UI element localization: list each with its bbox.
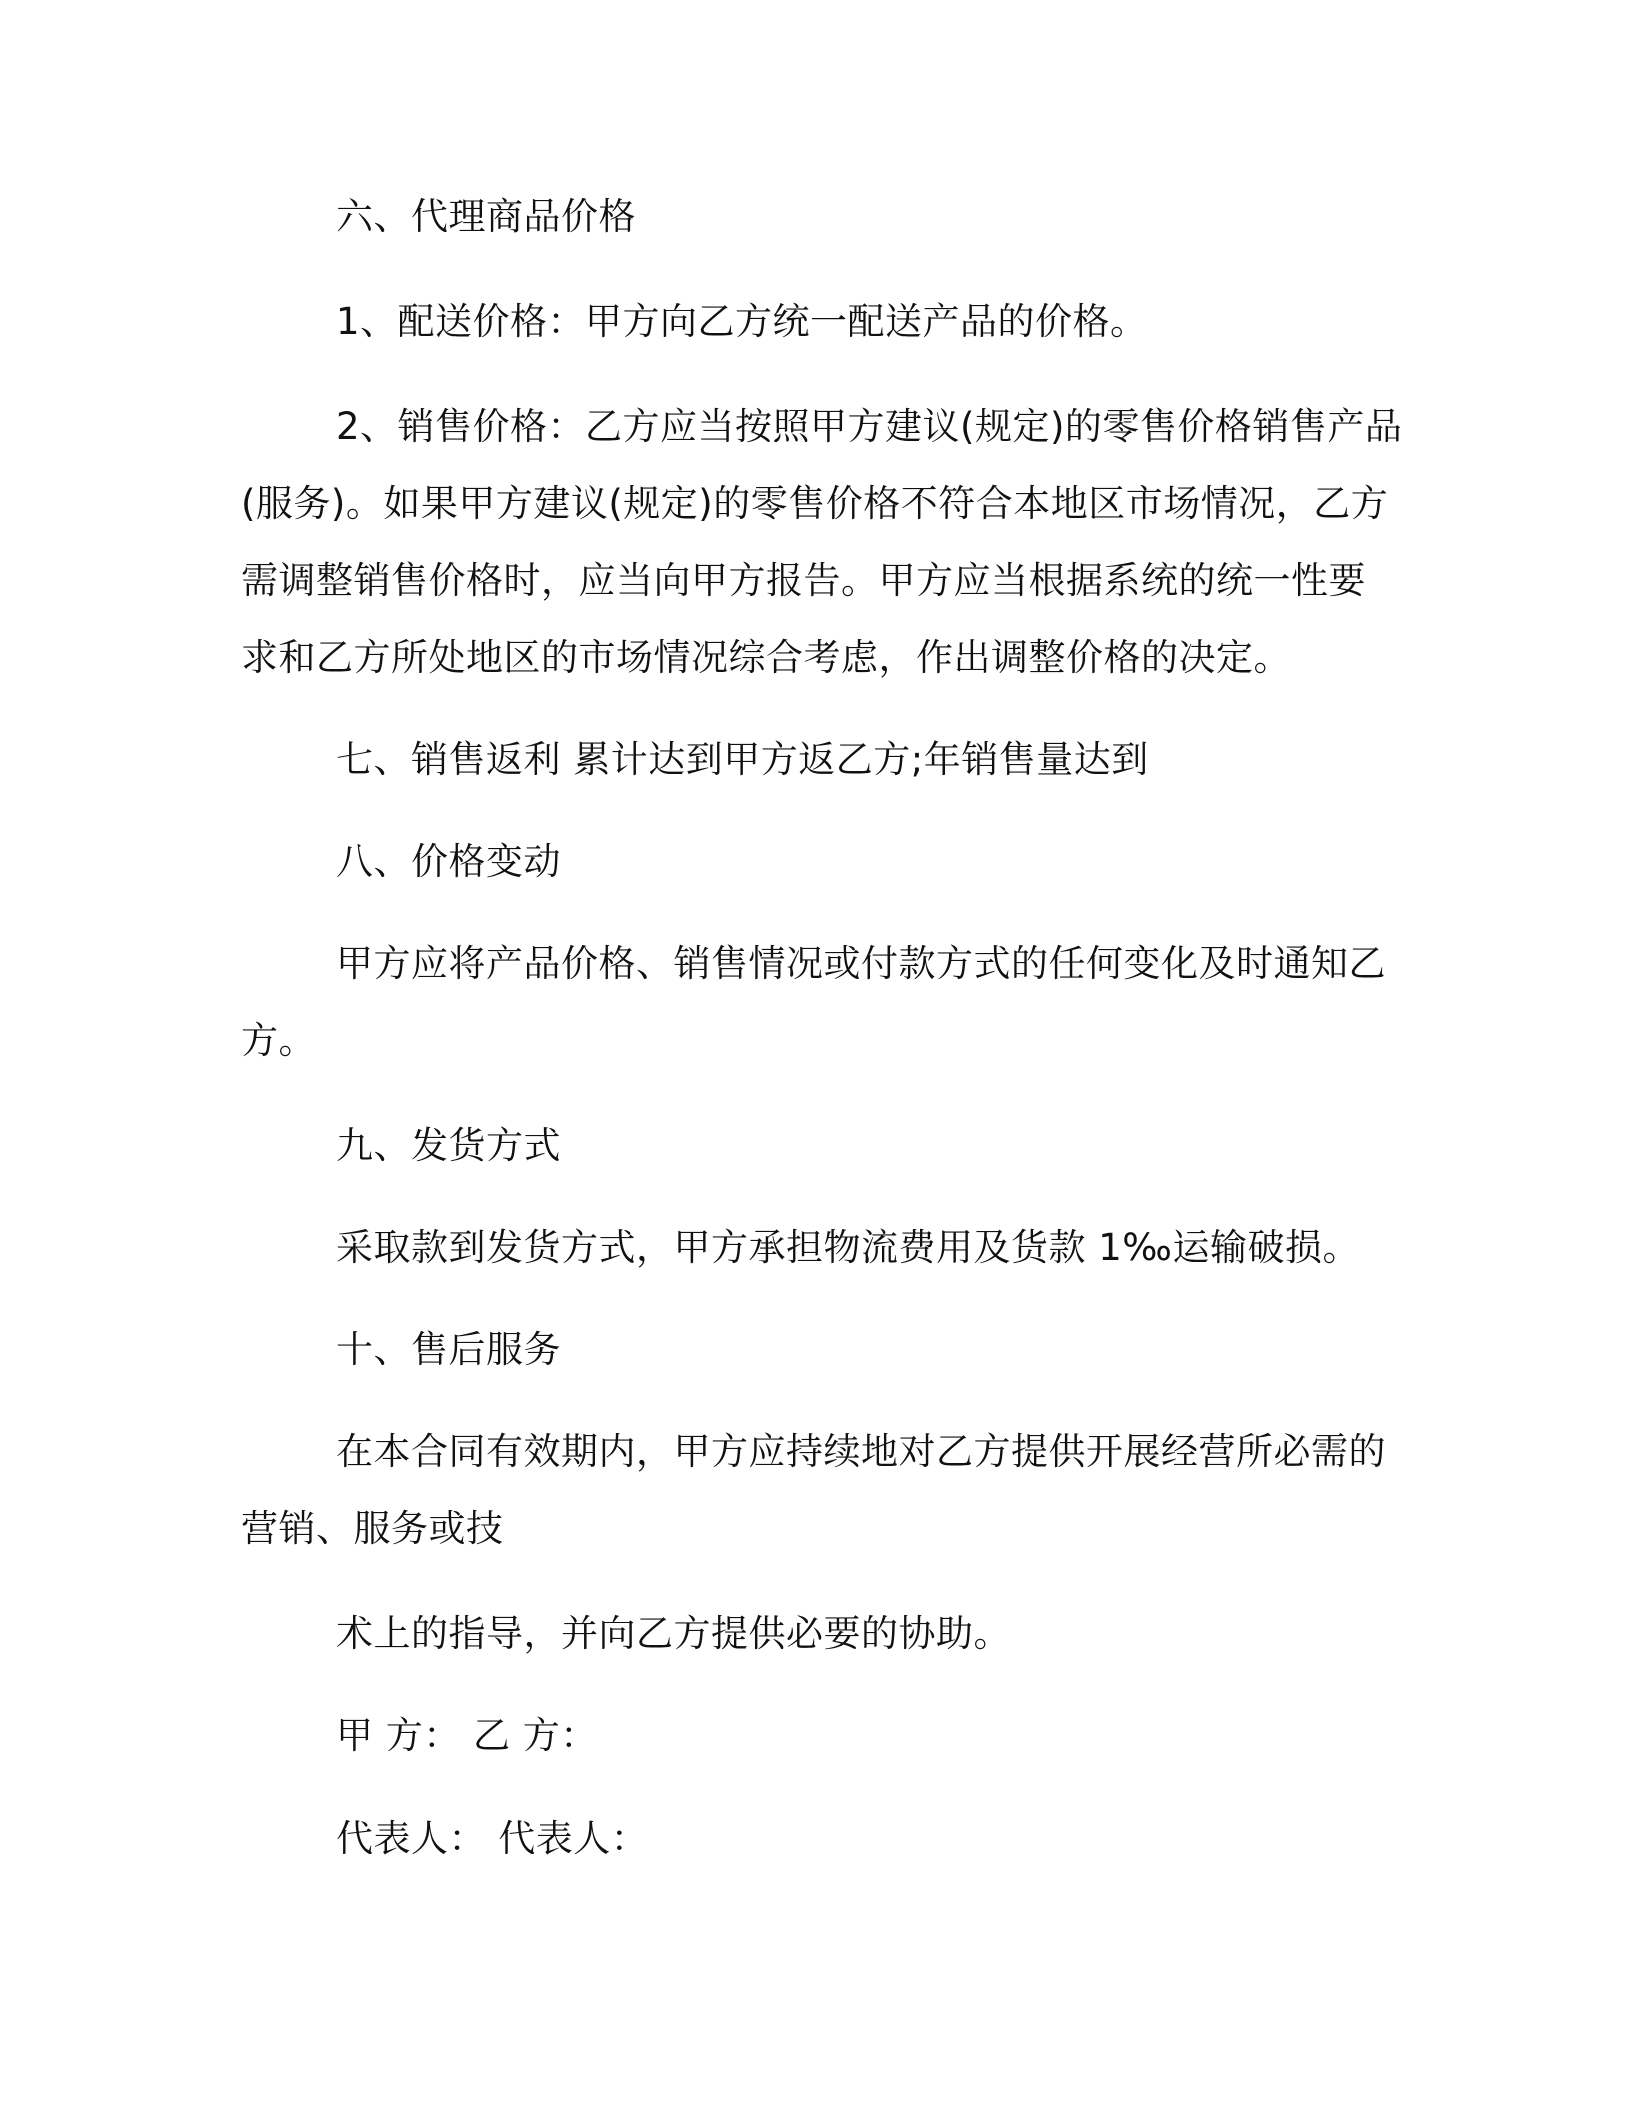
shipping-method-text: [241, 1209, 1391, 1286]
section-seven-heading: [241, 721, 1391, 798]
text-line: 甲方应将产品价格、销售情况或付款方式的任何变化及时通知乙: [336, 942, 1386, 985]
text-line: 在本合同有效期内，甲方应持续地对乙方提供开展经营所必需的: [336, 1430, 1386, 1473]
text-line: 十、售后服务: [336, 1328, 561, 1371]
text-line: 七、销售返利 累计达到甲方返乙方;年销售量达到: [336, 738, 1149, 781]
text-line: 1、配送价格：甲方向乙方统一配送产品的价格。: [336, 300, 1148, 343]
text-line: 采取款到发货方式，甲方承担物流费用及货款 1‰运输破损。: [336, 1226, 1360, 1269]
text-line: 六、代理商品价格: [336, 195, 636, 238]
text-line: (服务)。如果甲方建议(规定)的零售价格不符合本地区市场情况，乙方: [241, 482, 1389, 525]
after-sales-continued: [241, 1595, 1391, 1672]
text-line: 求和乙方所处地区的市场情况综合考虑，作出调整价格的决定。: [241, 636, 1291, 679]
representative-signature-line: [241, 1800, 1391, 1877]
text-line: 术上的指导，并向乙方提供必要的协助。: [336, 1612, 1011, 1655]
section-six-heading: [241, 178, 1391, 255]
section-eight-heading: [241, 823, 1391, 900]
text-line: 需调整销售价格时，应当向甲方报告。甲方应当根据系统的统一性要: [241, 559, 1366, 602]
section-ten-heading: [241, 1311, 1391, 1388]
text-line: 方。: [241, 1019, 316, 1062]
text-line: 营销、服务或技: [241, 1507, 504, 1550]
clause-delivery-price: [241, 283, 1391, 360]
clause-sales-price: [241, 388, 1403, 696]
text-line: 2、销售价格：乙方应当按照甲方建议(规定)的零售价格销售产品: [336, 405, 1403, 448]
text-line: 八、价格变动: [336, 840, 561, 883]
party-signature-line: [241, 1697, 1391, 1774]
text-line: 九、发货方式: [336, 1124, 561, 1167]
price-change-notice: [241, 925, 1391, 1079]
after-sales-text: [241, 1413, 1391, 1567]
text-line: 甲 方： 乙 方：: [336, 1714, 598, 1757]
section-nine-heading: [241, 1107, 1391, 1184]
text-line: 代表人： 代表人：: [336, 1817, 649, 1860]
